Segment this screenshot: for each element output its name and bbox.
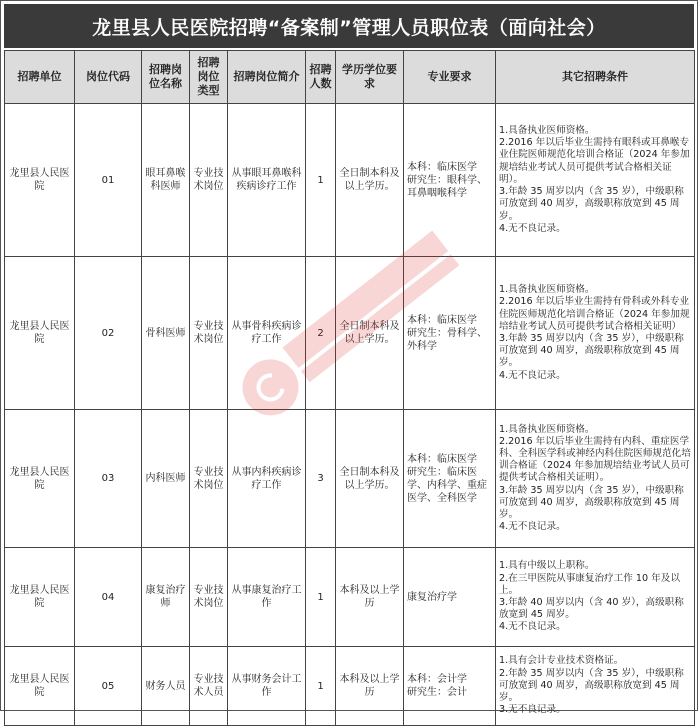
- condition-line: 3.无不良记录。: [499, 704, 566, 716]
- header-count: 招聘人数: [306, 51, 336, 104]
- condition-line: 2.在三甲医院从事康复治疗工作 10 年及以上。: [499, 572, 680, 596]
- cell-other: [496, 647, 695, 726]
- job-table: [4, 50, 695, 726]
- cell-code: 02: [75, 257, 142, 410]
- cell-count: 2: [306, 257, 336, 410]
- header-row: [5, 51, 695, 104]
- cell-other: [496, 548, 695, 647]
- cell-unit: 龙里县人民医院: [5, 410, 75, 548]
- cell-intro: 从事内科疾病诊疗工作: [228, 410, 306, 548]
- cell-name: 眼耳鼻喉科医师: [142, 104, 190, 257]
- condition-line: 3.年龄 40 周岁以内（含 40 岁），高级职称放宽到 45 周岁。: [499, 597, 684, 621]
- cell-name: 骨科医师: [142, 257, 190, 410]
- condition-line: 2.年龄 35 周岁以内（含 35 岁），中级职称可放宽到 40 周岁，高级职称放宽到 45 周岁。: [499, 667, 684, 704]
- major-line: 康复治疗学: [407, 591, 457, 603]
- cell-major: [404, 647, 496, 726]
- condition-line: 2.2016 年以后毕业生需持有内科、重症医学科、全科医学科或神经内科住院医师规范化培训合格证（2024 年参加规培结业考试人员可提供考试合格相关证明）。: [499, 435, 691, 484]
- cell-major: [404, 548, 496, 647]
- page-title: 龙里县人民医院招聘“备案制”管理人员职位表（面向社会）: [4, 4, 694, 48]
- condition-line: 4.无不良记录。: [499, 621, 566, 633]
- header-name: 招聘岗位名称: [142, 51, 190, 104]
- cell-code: 05: [75, 647, 142, 726]
- condition-line: 4.无不良记录。: [499, 521, 566, 533]
- header-intro: 招聘岗位简介: [228, 51, 306, 104]
- header-code: 岗位代码: [75, 51, 142, 104]
- condition-line: 4.无不良记录。: [499, 222, 566, 234]
- cell-name: 财务人员: [142, 647, 190, 726]
- major-line: 研究生：临床医学、内科学、重症医学、全科医学: [407, 466, 487, 504]
- cell-name: 内科医师: [142, 410, 190, 548]
- condition-line: 4.无不良记录。: [499, 369, 566, 381]
- condition-line: 3.年龄 35 周岁以内（含 35 岁），中级职称可放宽到 40 周岁，高级职称放宽到 45 周岁。: [499, 484, 684, 520]
- cell-edu: 本科及以上学历: [336, 647, 404, 726]
- cell-major: [404, 257, 496, 410]
- condition-line: 1.具备执业医师资格。: [499, 423, 595, 435]
- major-line: 研究生：眼科学、耳鼻咽喉科学: [407, 174, 487, 199]
- header-type: 招聘岗位类型: [190, 51, 228, 104]
- cell-major: [404, 410, 496, 548]
- cell-other: [496, 104, 695, 257]
- cell-unit: 龙里县人民医院: [5, 257, 75, 410]
- cell-count: 1: [306, 104, 336, 257]
- cell-count: 1: [306, 647, 336, 726]
- condition-line: 2.2016 年以后毕业生需持有骨科或外科专业住院医师规范化培训合格证（2024 年参加规培结业考试人员可提供考试合格相关证明）: [499, 296, 690, 332]
- cell-intro: 从事财务会计工作: [228, 647, 306, 726]
- cell-edu: 全日制本科及以上学历。: [336, 104, 404, 257]
- cell-major: [404, 104, 496, 257]
- table-row: [5, 410, 695, 548]
- header-edu: 学历学位要求: [336, 51, 404, 104]
- header-other: 其它招聘条件: [496, 51, 695, 104]
- table-row: [5, 548, 695, 647]
- cell-unit: 龙里县人民医院: [5, 548, 75, 647]
- cell-code: 01: [75, 104, 142, 257]
- major-line: 本科：临床医学: [407, 453, 477, 465]
- cell-count: 3: [306, 410, 336, 548]
- condition-line: 1.具备执业医师资格。: [499, 125, 595, 137]
- cell-type: 专业技术人员: [190, 647, 228, 726]
- cell-intro: 从事骨科疾病诊疗工作: [228, 257, 306, 410]
- cell-code: 04: [75, 548, 142, 647]
- cell-unit: 龙里县人民医院: [5, 647, 75, 726]
- condition-line: 1.具有中级以上职称。: [499, 560, 595, 572]
- cell-edu: 本科及以上学历: [336, 548, 404, 647]
- condition-line: 1.具备执业医师资格。: [499, 284, 595, 296]
- cell-other: [496, 257, 695, 410]
- cell-count: 1: [306, 548, 336, 647]
- cell-intro: 从事眼耳鼻喉科疾病诊疗工作: [228, 104, 306, 257]
- table-row: [5, 104, 695, 257]
- condition-line: 3.年龄 35 周岁以内（含 35 岁），中级职称可放宽到 40 周岁，高级职称放宽到 45 周岁。: [499, 333, 684, 369]
- cell-type: 专业技术岗位: [190, 104, 228, 257]
- cell-intro: 从事康复治疗工作: [228, 548, 306, 647]
- condition-line: 1.具有会计专业技术资格证。: [499, 655, 624, 667]
- cell-type: 专业技术岗位: [190, 257, 228, 410]
- table-row: [5, 647, 695, 726]
- header-major: 专业要求: [404, 51, 496, 104]
- major-line: 研究生：会计: [407, 687, 467, 698]
- cell-edu: 全日制本科及以上学历。: [336, 257, 404, 410]
- condition-line: 2.2016 年以后毕业生需持有眼科或耳鼻喉专业住院医师规范化培训合格证（2024 年参加规培结业考试人员可提供考试合格相关证明）。: [499, 137, 690, 185]
- cell-code: 03: [75, 410, 142, 548]
- major-line: 本科：临床医学: [407, 314, 477, 326]
- major-line: 研究生：骨科学、外科学: [407, 327, 487, 352]
- cell-type: 专业技术岗位: [190, 410, 228, 548]
- header-unit: 招聘单位: [5, 51, 75, 104]
- major-line: 本科：临床医学: [407, 161, 477, 173]
- condition-line: 3.年龄 35 周岁以内（含 35 岁），中级职称可放宽到 40 周岁，高级职称放宽到 45 周岁。: [499, 186, 684, 222]
- cell-name: 康复治疗师: [142, 548, 190, 647]
- cell-edu: 全日制本科及以上学历。: [336, 410, 404, 548]
- table-row: [5, 257, 695, 410]
- cell-type: 专业技术岗位: [190, 548, 228, 647]
- cell-unit: 龙里县人民医院: [5, 104, 75, 257]
- major-line: 本科：会计学: [407, 674, 467, 685]
- cell-other: [496, 410, 695, 548]
